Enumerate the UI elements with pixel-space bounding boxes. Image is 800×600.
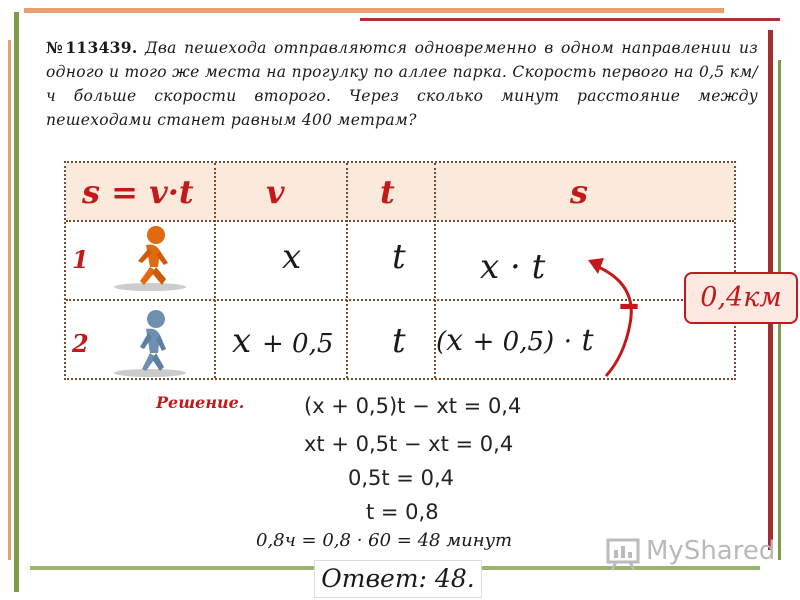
row1-distance: x · t [480, 247, 546, 287]
header-time: t [380, 173, 395, 211]
answer-box: Ответ: 48. [314, 560, 482, 598]
decor-left-green-stripe [14, 12, 19, 592]
equation-2: xt + 0,5t − xt = 0,4 [304, 432, 514, 456]
equation-1: (x + 0,5)t − xt = 0,4 [304, 394, 522, 418]
row-number-1: 1 [72, 245, 89, 274]
header-formula: s = v·t [82, 173, 194, 211]
row2-time: t [392, 321, 406, 361]
row2-speed-increment: + 0,5 [262, 329, 334, 359]
row2-paren-close: ) [544, 327, 555, 357]
header-distance: s [570, 173, 589, 211]
blue-walker-icon [110, 307, 190, 379]
problem-statement [46, 36, 758, 132]
row2-distance-variable: x [446, 323, 464, 358]
row2-speed-variable: x [232, 321, 252, 361]
row1-time: t [392, 237, 406, 277]
row2-dot: · [563, 327, 572, 357]
difference-value-box: 0,4км [684, 272, 798, 324]
watermark-chart-icon [606, 538, 642, 572]
orange-walker-icon [110, 223, 190, 293]
equation-4: t = 0,8 [366, 500, 439, 524]
row2-distance [436, 323, 594, 358]
watermark-text: MyShared [646, 536, 776, 566]
solution-label: Решение. [156, 393, 245, 412]
row-number-2: 2 [72, 329, 89, 358]
equation-3: 0,5t = 0,4 [348, 466, 454, 490]
decor-top-orange-stripe [24, 8, 724, 13]
row1-speed: x [282, 237, 302, 277]
row2-distance-increment: + 0,5 [472, 327, 545, 357]
row2-distance-time: t [581, 323, 594, 358]
row2-speed [232, 321, 333, 361]
minutes-conversion: 0,8ч = 0,8 · 60 = 48 минут [256, 530, 513, 551]
table-column-divider [214, 163, 216, 378]
row2-paren-open: ( [436, 327, 447, 357]
decor-top-red-stripe [360, 18, 780, 21]
table-row-divider [66, 220, 734, 222]
problem-text: Два пешехода отправляются одновременно в одном направлении из одного и того же места на прогулку по аллее парка. Скорость первого на 0,5 км/ч больше скорости второго. Через сколько минут расстояние между пешеходами станет равным 400 метрам? [46, 39, 758, 129]
decor-left-orange-stripe [8, 40, 11, 560]
difference-minus-sign: – [618, 278, 640, 329]
table-column-divider [346, 163, 348, 378]
header-speed: v [266, 173, 285, 211]
problem-number: №113439. [46, 38, 138, 57]
